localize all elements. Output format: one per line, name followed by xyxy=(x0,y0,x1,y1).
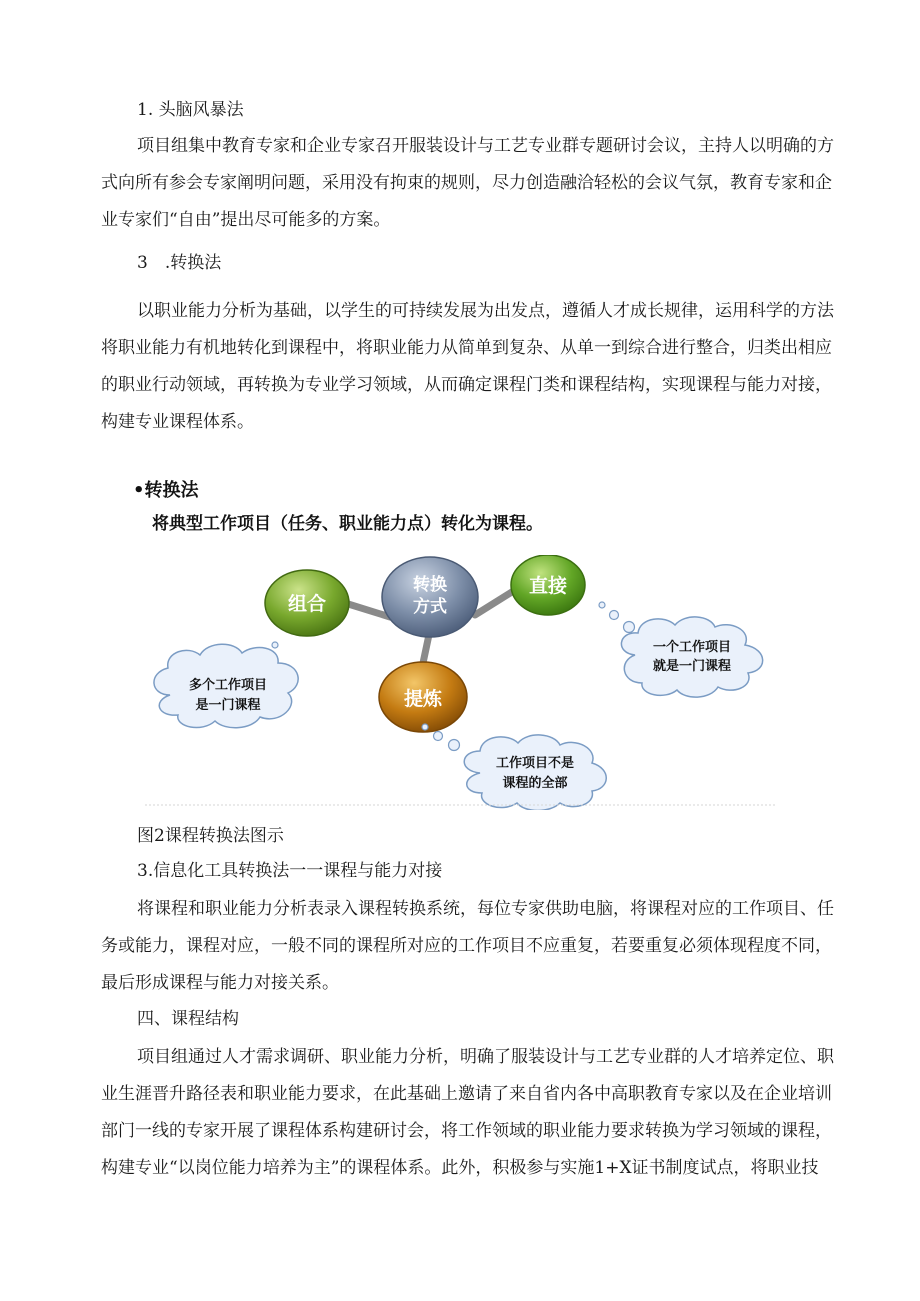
slide-bullet-title: •转换法 xyxy=(133,480,199,501)
thought-dots-right xyxy=(599,602,635,633)
center-label-line1: 转换 xyxy=(413,575,447,595)
cloud-right xyxy=(621,617,762,697)
cloud-left-line1: 多个工作项目 xyxy=(188,678,268,693)
cloud-right-line2: 就是一门课程 xyxy=(652,659,732,674)
paragraph-line: 项目组通过人才需求调研、职业能力分析，明确了服装设计与工艺专业群的人才培养定位、职 xyxy=(137,1047,834,1067)
heading-conversion: 3 .转换法 xyxy=(137,253,222,273)
refine-node xyxy=(379,662,467,732)
paragraph-line: 将课程和职业能力分析表录入课程转换系统，每位专家供助电脑，将课程对应的工作项目、任 xyxy=(137,899,834,919)
cloud-bottom-line2: 课程的全部 xyxy=(502,776,568,791)
paragraph-line: 以职业能力分析为基础，以学生的可持续发展为出发点，遵循人才成长规律，运用科学的方法 xyxy=(137,301,834,321)
direct-label: 直接 xyxy=(528,575,568,597)
cloud-left xyxy=(154,644,298,727)
conversion-diagram xyxy=(140,555,780,810)
direct-node xyxy=(511,555,585,615)
center-node xyxy=(382,557,478,637)
cloud-bottom xyxy=(464,735,606,810)
paragraph-line: 务或能力，课程对应，一般不同的课程所对应的工作项目不应重复，若要重复必须体现程度不同， xyxy=(101,936,832,956)
paragraph-line: 项目组集中教育专家和企业专家召开服装设计与工艺专业群专题研讨会议，主持人以明确的方 xyxy=(137,136,834,156)
combine-node xyxy=(265,570,349,636)
cloud-right-line1: 一个工作项目 xyxy=(652,640,732,655)
paragraph-line: 构建专业课程体系。 xyxy=(101,412,254,432)
slide-subtitle: 将典型工作项目（任务、职业能力点）转化为课程。 xyxy=(152,514,543,534)
paragraph-line: 部门一线的专家开展了课程体系构建研讨会，将工作领域的职业能力要求转换为学习领域的课程， xyxy=(101,1121,832,1141)
refine-label: 提炼 xyxy=(403,688,443,710)
heading-brainstorm: 1. 头脑风暴法 xyxy=(137,100,244,120)
combine-label: 组合 xyxy=(287,593,327,615)
paragraph-line: 业专家们“自由”提出尽可能多的方案。 xyxy=(101,210,391,230)
paragraph-line: 将职业能力有机地转化到课程中，将职业能力从简单到复杂、从单一到综合进行整合，归类出相应 xyxy=(101,338,832,358)
cloud-left-line2: 是一门课程 xyxy=(195,698,261,713)
paragraph-line: 的职业行动领域，再转换为专业学习领域，从而确定课程门类和课程结构，实现课程与能力对接， xyxy=(101,375,832,395)
paragraph-line: 业生涯晋升路径表和职业能力要求，在此基础上邀请了来自省内各中高职教育专家以及在企业培训 xyxy=(101,1084,832,1104)
heading-it-tool: 3.信息化工具转换法一一课程与能力对接 xyxy=(137,861,443,881)
heading-structure: 四、课程结构 xyxy=(137,1009,239,1029)
paragraph-line: 构建专业“以岗位能力培养为主”的课程体系。此外，积极参与实施1+X证书制度试点，将职业技 xyxy=(101,1158,819,1178)
figure-caption: 图2课程转换法图示 xyxy=(137,826,284,846)
paragraph-line: 最后形成课程与能力对接关系。 xyxy=(101,973,339,993)
cloud-bottom-line1: 工作项目不是 xyxy=(495,756,575,771)
paragraph-line: 式向所有参会专家阐明问题，采用没有拘束的规则，尽力创造融洽轻松的会议气氛，教育专家和企 xyxy=(101,173,832,193)
center-label-line2: 方式 xyxy=(413,597,447,617)
